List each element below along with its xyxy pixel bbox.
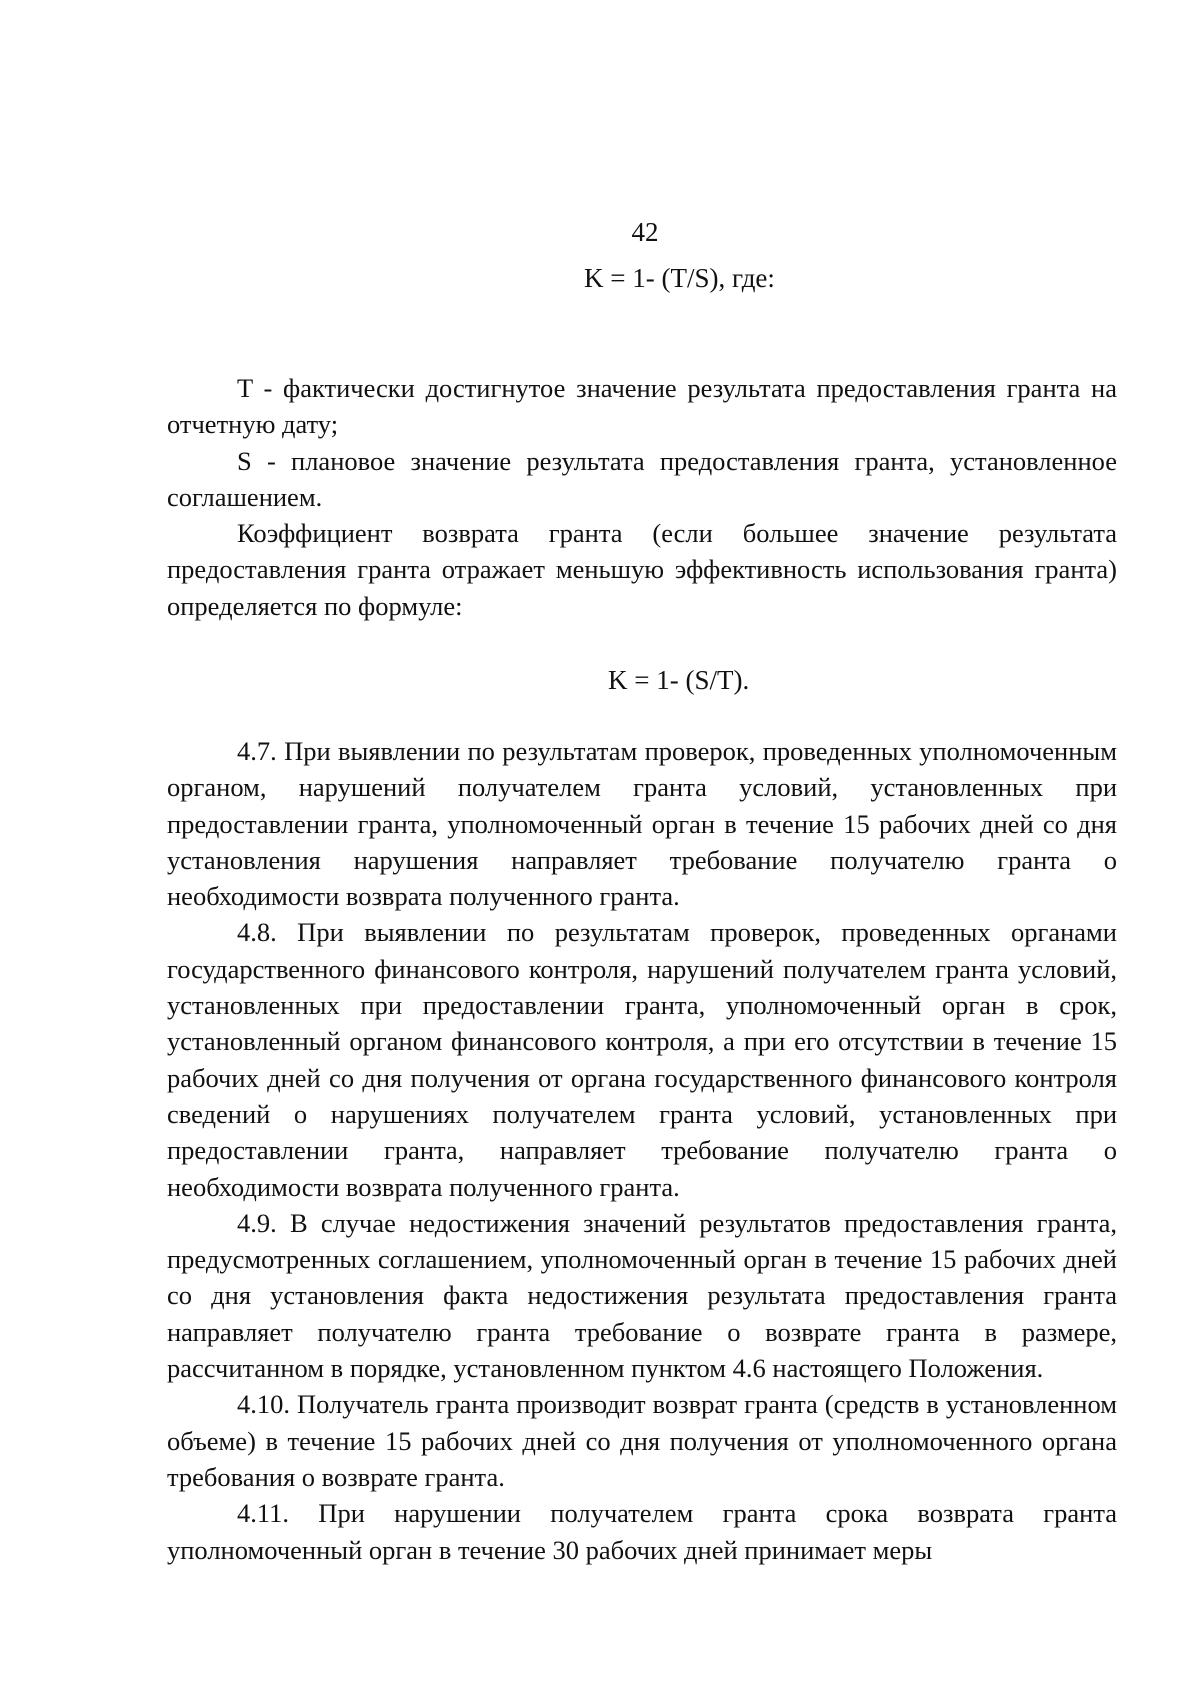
formula-k-ts: K = 1- (T/S), где: bbox=[584, 263, 775, 293]
definitions-block bbox=[167, 370, 1117, 624]
clause-4-8: 4.8. При выявлении по результатам проверок, проведенных органами государственного финансового контроля, нарушений получателем гранта условий, установленных при предоставлении гранта, уполномоченный орган в срок, установленный органом финансового контроля, а при его отсутствии в течение 15 рабочих дней со дня получения от органа государственного финансового контроля сведений о нарушениях получателем гранта условий, установленных при предоставлении гранта, направляет требование получателю гранта о необходимости возврата полученного гранта. bbox=[167, 917, 1117, 1202]
clause-4-7: 4.7. При выявлении по результатам проверок, проведенных уполномоченным органом, нарушений получателем гранта условий, установленных при предоставлении гранта, уполномоченный орган в течение 15 рабочих дней со дня установления нарушения направляет требование получателю гранта о необходимости возврата полученного гранта. bbox=[167, 736, 1117, 912]
page-number: 42 bbox=[631, 217, 659, 247]
formula-k-st: K = 1- (S/T). bbox=[608, 665, 750, 695]
paragraph-coefficient-intro: Коэффициент возврата гранта (если большее значение результата предоставления гранта отражает меньшую эффективность использования гранта) определяется по формуле: bbox=[167, 518, 1117, 621]
paragraph-s-definition: S - плановое значение результата предоставления гранта, установленное соглашением. bbox=[167, 445, 1117, 512]
paragraph-t-definition: T - фактически достигнутое значение результата предоставления гранта на отчетную дату; bbox=[167, 373, 1117, 440]
clause-4-10: 4.10. Получатель гранта производит возврат гранта (средств в установленном объеме) в течение 15 рабочих дней со дня получения от уполномоченного органа требования о возврате гранта. bbox=[167, 1389, 1117, 1492]
clauses-block bbox=[167, 733, 1117, 1568]
clause-4-9: 4.9. В случае недостижения значений результатов предоставления гранта, предусмотренных соглашением, уполномоченный орган в течение 15 рабочих дней со дня установления факта недостижения результата предоставления гранта направляет получателю гранта требование о возврате гранта в размере, рассчитанном в порядке, установленном пунктом 4.6 настоящего Положения. bbox=[167, 1207, 1117, 1384]
clause-4-11: 4.11. При нарушении получателем гранта срока возврата гранта уполномоченный орган в течение 30 рабочих дней принимает меры bbox=[167, 1498, 1117, 1565]
